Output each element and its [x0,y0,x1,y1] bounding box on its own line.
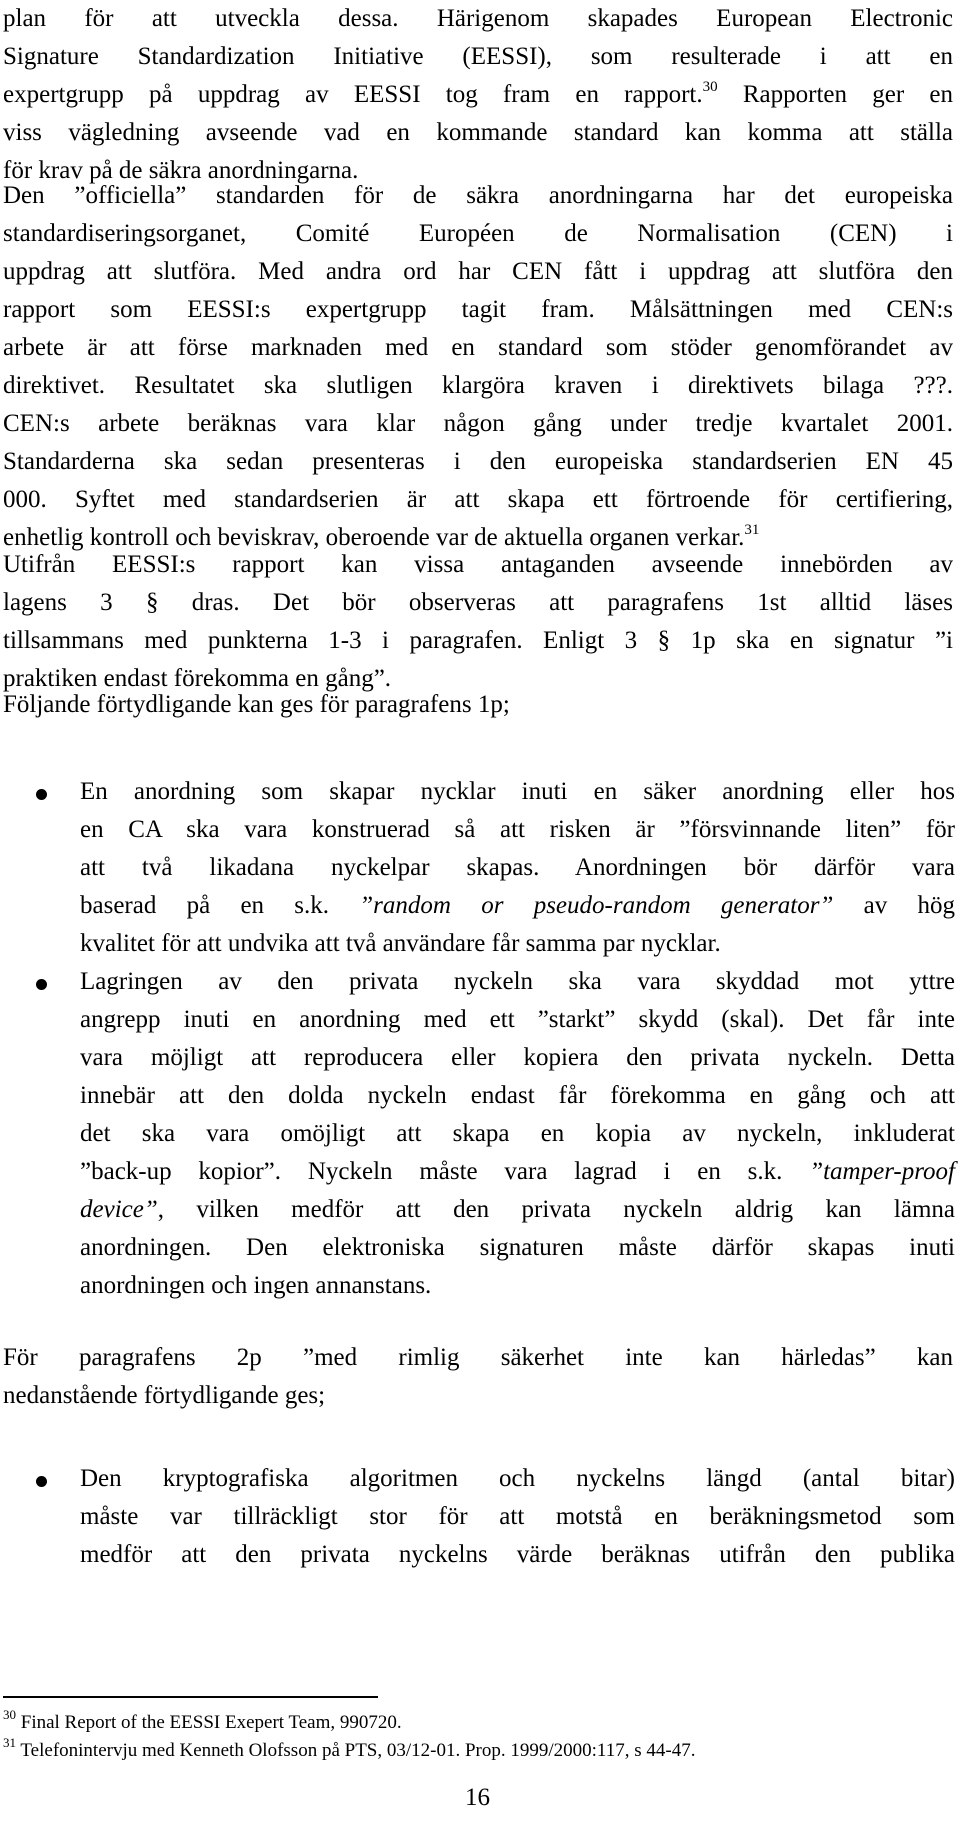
text-line: viss vägledning avseende vad en kommande standard kan komma att ställa [3,119,953,146]
text-line: 000. Syftet med standardserien är att skapa ett förtroende för certifiering, [3,486,953,513]
text-line: tillsammans med punkterna 1-3 i paragrafen. Enligt 3 § 1p ska en signatur ”i [3,627,953,654]
bullet-list-2p [0,1460,955,1574]
text-line: för krav på de säkra anordningarna. [3,157,359,184]
text-line: innebär att den dolda nyckeln endast får förekomma en gång och att [80,1082,955,1109]
text-line: praktiken endast förekomma en gång”. [3,665,392,692]
paragraph-clarification-1p [3,686,953,724]
text-line: medför att den privata nyckelns värde beräknas utifrån den publika [80,1541,955,1568]
text-line: Följande förtydligande kan ges för paragrafens 1p; [3,691,510,718]
bullet-icon [36,789,47,800]
text-line: Signature Standardization Initiative (EESSI), som resulterade i att en [3,43,953,70]
footnote-separator [3,1696,378,1698]
text-line: direktivet. Resultatet ska slutligen klargöra kraven i direktivets bilaga ???. [3,372,953,399]
bullet-list-1p [0,773,955,1305]
text-line: nedanstående förtydligande ges; [3,1382,326,1409]
text-line: En anordning som skapar nycklar inuti en säker anordning eller hos [80,778,955,805]
text-line: det ska vara omöjligt att skapa en kopia av nyckeln, inkluderat [80,1120,955,1147]
text-line: Den kryptografiska algoritmen och nyckelns längd (antal bitar) [80,1465,955,1492]
text-line: Utifrån EESSI:s rapport kan vissa antaganden avseende innebörden av [3,551,953,578]
text-line: Den ”officiella” standarden för de säkra anordningarna har det europeiska [3,182,953,209]
text-line: device”, vilken medför att den privata nyckeln aldrig kan lämna [80,1196,955,1223]
footnote-ref-30: 30 [702,78,718,95]
text-line: baserad på en s.k. ”random or pseudo-random generator” av hög [80,892,955,919]
paragraph-eessi-assumptions [3,546,953,698]
text-line: För paragrafens 2p ”med rimlig säkerhet inte kan härledas” kan [3,1344,953,1371]
text-line: ”back-up kopior”. Nyckeln måste vara lagrad i en s.k. ”tamper-proof [80,1158,955,1185]
text-line: anordningen. Den elektroniska signaturen måste därför skapas inuti [80,1234,955,1261]
list-item [0,963,955,1305]
text-line: måste var tillräckligt stor för att motstå en beräkningsmetod som [80,1503,955,1530]
paragraph-eessi-intro [3,0,953,190]
footnote-ref-31: 31 [744,521,760,538]
text-line: expertgrupp på uppdrag av EESSI tog fram en rapport.$^{30}$ Rapporten ger en [3,78,953,108]
bullet-icon [36,1476,47,1487]
text-line: rapport som EESSI:s expertgrupp tagit fram. Målsättningen med CEN:s [3,296,953,323]
text-line: arbete är att förse marknaden med en standard som stöder genomförandet av [3,334,953,361]
text-line: kvalitet för att undvika att två användare får samma par nycklar. [80,930,721,957]
page-number: 16 [465,1784,490,1811]
text-line: uppdrag att slutföra. Med andra ord har CEN fått i uppdrag att slutföra den [3,258,953,285]
list-item [0,1460,955,1574]
paragraph-cen-standard [3,177,953,557]
text-line: att två likadana nyckelpar skapas. Anordningen bör därför vara [80,854,955,881]
list-item [0,773,955,963]
text-line: Lagringen av den privata nyckeln ska vara skyddad mot yttre [80,968,955,995]
text-line: enhetlig kontroll och beviskrav, oberoende var de aktuella organen verkar.$^{31}$ [3,521,760,551]
footnote-31: $^{31}$ Telefonintervju med Kenneth Olofsson på PTS, 03/12-01. Prop. 1999/2000:117, s 44-47. [3,1734,696,1761]
text-line: lagens 3 § dras. Det bör observeras att paragrafens 1st alltid läses [3,589,953,616]
footnote-30: $^{30}$ Final Report of the EESSI Exepert Team, 990720. [3,1706,402,1733]
text-line: angrepp inuti en anordning med ett ”starkt” skydd (skal). Det får inte [80,1006,955,1033]
text-line: en CA ska vara konstruerad så att risken är ”försvinnande liten” för [80,816,955,843]
text-line: anordningen och ingen annanstans. [80,1272,432,1299]
text-line: CEN:s arbete beräknas vara klar någon gång under tredje kvartalet 2001. [3,410,953,437]
text-line: plan för att utveckla dessa. Härigenom skapades European Electronic [3,5,953,32]
text-line: standardiseringsorganet, Comité Européen de Normalisation (CEN) i [3,220,953,247]
paragraph-clarification-2p [3,1339,953,1415]
text-line: vara möjligt att reproducera eller kopiera den privata nyckeln. Detta [80,1044,955,1071]
bullet-icon [36,979,47,990]
text-line: Standarderna ska sedan presenteras i den europeiska standardserien EN 45 [3,448,953,475]
